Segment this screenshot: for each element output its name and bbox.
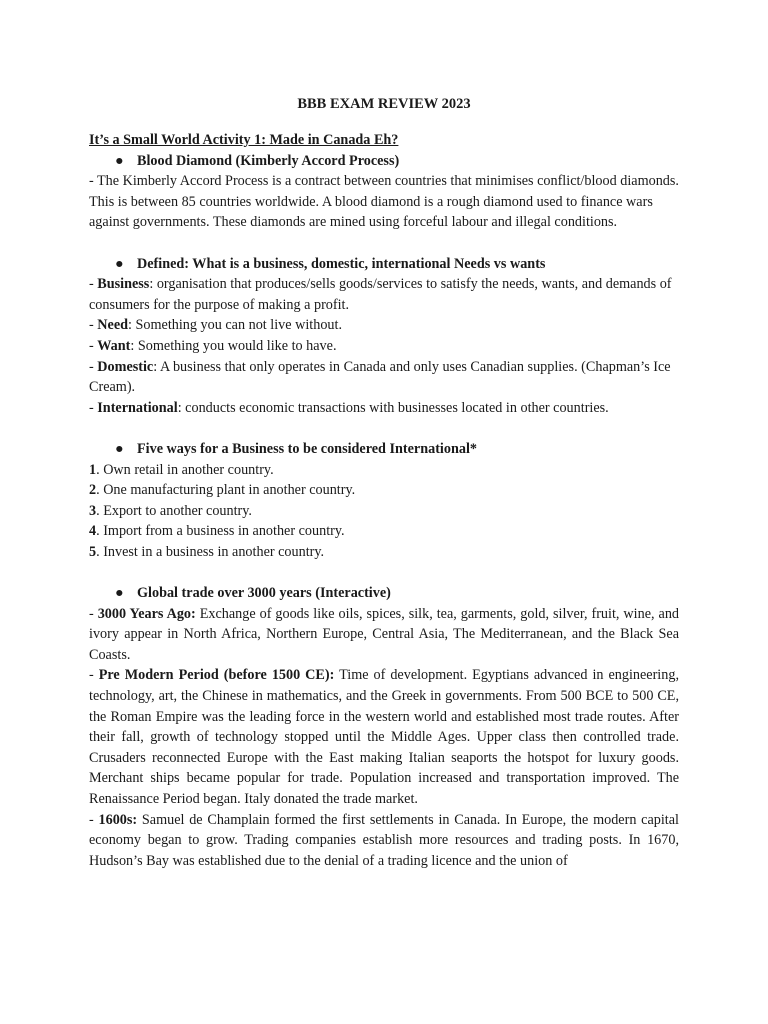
history-item <box>89 810 679 872</box>
definition-text: : Something you can not live without. <box>128 317 342 334</box>
numbered-item <box>89 480 679 501</box>
history-text: Time of development. Egyptians advanced in engineering, technology, art, the Chinese in mathematics, and the Greek in governments. From 500 BCE to 500 CE, the Roman Empire was the leading force in the western world and established most trade routes. After their fall, growth of technology stopped until the Middle Ages. Upper class then controlled trade. Crusaders reconnected Europe with the East making Italian seaports the hotspot for luxury goods. Merchant ships became popular for trade. Population increased and transportation improved. The Renaissance Period began. Italy donated the trade market. <box>89 667 679 807</box>
item-number: 2 <box>89 482 97 499</box>
spacer <box>89 418 679 439</box>
item-text: . Own retail in another country. <box>96 461 274 478</box>
dash: - <box>89 337 98 354</box>
bullet-heading-text: Blood Diamond (Kimberly Accord Process) <box>137 152 400 169</box>
definition-item <box>89 398 679 419</box>
bullet-heading-blood-diamond <box>89 151 679 172</box>
numbered-item <box>89 501 679 522</box>
bullet-heading-five-ways <box>89 439 679 460</box>
definition-text: : Something you would like to have. <box>130 337 337 354</box>
item-number: 4 <box>89 523 97 540</box>
definition-term: Need <box>97 317 129 334</box>
bullet-icon: ● <box>115 152 124 169</box>
dash: - <box>89 399 98 416</box>
bullet-heading-definitions <box>89 254 679 275</box>
bullet-icon: ● <box>115 585 124 602</box>
history-term: Pre Modern Period (before 1500 CE): <box>98 667 335 684</box>
item-number: 1 <box>89 461 97 478</box>
bullet-icon: ● <box>115 440 124 457</box>
bullet-heading-text: Defined: What is a business, domestic, international Needs vs wants <box>137 255 546 272</box>
definition-item <box>89 336 679 357</box>
bullet-icon: ● <box>115 255 124 272</box>
dash: - <box>89 605 98 622</box>
numbered-item <box>89 460 679 481</box>
history-term: 3000 Years Ago: <box>97 605 196 622</box>
item-text: . Export to another country. <box>96 502 252 519</box>
blood-diamond-paragraph: - The Kimberly Accord Process is a contract between countries that minimises conflict/blood diamonds. This is between 85 countries worldwide. A blood diamond is a rough diamond used to finance wars against governments. These diamonds are mined using forceful labour and illegal conditions. <box>89 173 679 231</box>
spacer <box>89 233 679 254</box>
definition-item <box>89 274 679 315</box>
history-text: Samuel de Champlain formed the first settlements in Canada. In Europe, the modern capital economy began to grow. Trading companies establish more resources and trading posts. In 1670, Hudson’s Bay was established due to the denial of a trading licence and the union of <box>89 811 679 869</box>
dash: - <box>89 811 99 828</box>
bullet-heading-global-trade <box>89 583 679 604</box>
spacer <box>89 562 679 583</box>
item-text: . Invest in a business in another country. <box>96 543 325 560</box>
item-number: 5 <box>89 543 97 560</box>
history-term: 1600s: <box>98 811 138 828</box>
section-heading: It’s a Small World Activity 1: Made in Canada Eh? <box>89 132 399 148</box>
item-text: . Import from a business in another country. <box>96 523 345 540</box>
numbered-item <box>89 542 679 563</box>
definition-term: Want <box>97 337 131 354</box>
definition-term: International <box>97 399 178 416</box>
definition-text: : A business that only operates in Canada and only uses Canadian supplies. (Chapman’s Ice Cream). <box>89 358 671 396</box>
definition-term: Business <box>97 276 150 293</box>
page-title: BBB EXAM REVIEW 2023 <box>297 96 471 112</box>
dash: - <box>89 317 98 334</box>
bullet-heading-text: Five ways for a Business to be considered International* <box>137 440 477 457</box>
history-text: Exchange of goods like oils, spices, silk, tea, garments, gold, silver, fruit, wine, and ivory appear in North Africa, Northern Europe, Central Asia, The Mediterranean, and the Black Sea Coasts. <box>89 605 680 663</box>
document-page <box>89 94 679 871</box>
item-text: . One manufacturing plant in another country. <box>96 482 356 499</box>
item-number: 3 <box>89 502 97 519</box>
definition-text: : conducts economic transactions with businesses located in other countries. <box>177 399 609 416</box>
dash: - <box>89 358 98 375</box>
numbered-item <box>89 521 679 542</box>
definition-term: Domestic <box>97 358 154 375</box>
definition-item <box>89 357 679 398</box>
dash: - <box>89 276 98 293</box>
history-item <box>89 604 679 666</box>
definition-item <box>89 315 679 336</box>
bullet-heading-text: Global trade over 3000 years (Interactive) <box>137 585 391 602</box>
dash: - <box>89 667 99 684</box>
definition-text: : organisation that produces/sells goods/services to satisfy the needs, wants, and demands of consumers for the purpose of making a profit. <box>89 276 672 313</box>
history-item <box>89 665 679 809</box>
